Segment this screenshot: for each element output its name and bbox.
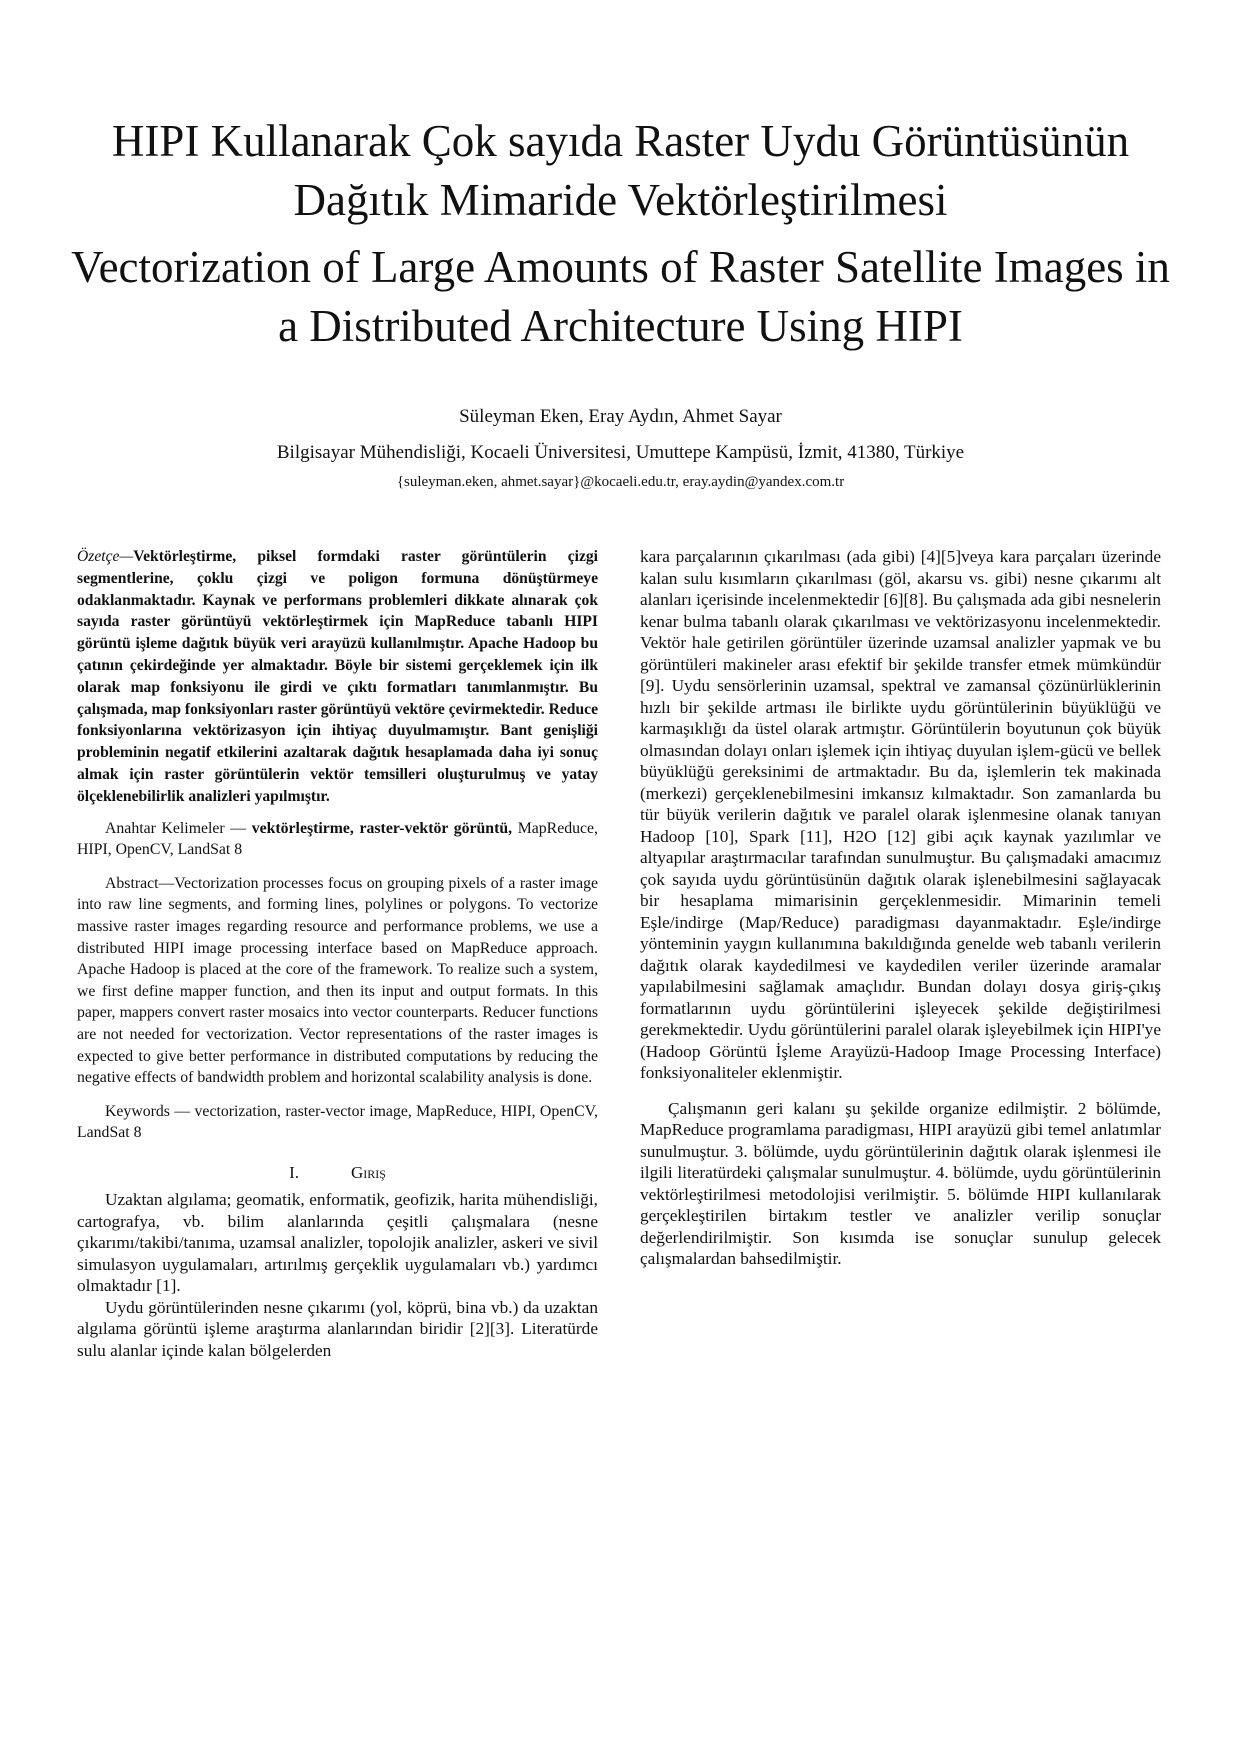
authors: Süleyman Eken, Eray Aydın, Ahmet Sayar (459, 406, 782, 427)
turkish-abstract-text: Vektörleştirme, piksel formdaki raster görüntülerin çizgi segmentlerine, çoklu çizgi ve poligon formuna dönüştürmeye odaklanmaktadır. Kaynak ve performans problemleri dikkate alınarak çok sayıda raster görüntüyü vektörleştirmek için MapReduce tabanlı HIPI görüntü işleme dağıtık büyük veri arayüzü kullanılmıştır. Apache Hadoop bu çatının çekirdeğinde yer almaktadır. Böyle bir sistemi gerçeklemek için ilk olarak map fonksiyonu ile girdi ve çıktı formatları tanımlanmıştır. Bu çalışmada, map fonksiyonları raster görüntüyü vektöre çevirmektedir. Reduce fonksiyonlarına vektörizasyon için ihtiyaç duyulmamıştır. Bant genişliği probleminin negatif etkilerini azaltarak dağıtık hesaplamada daha iyi sonuç almak için raster görüntülerin vektör temsilleri oluşturulmuş ve yatay ölçeklenebilirlik analizleri yapılmıştır. (77, 548, 598, 805)
abstract-lead: Özetçe— (77, 548, 134, 565)
english-keywords: Keywords — vectorization, raster-vector image, MapReduce, HIPI, OpenCV, LandSat 8 (77, 1102, 598, 1142)
english-abstract: Abstract—Vectorization processes focus on grouping pixels of a raster image into raw line segments, and forming lines, polylines or polygons. To vectorize massive raster images regarding resource and performance problems, we use a distributed HIPI image processing interface based on MapReduce approach. Apache Hadoop is placed at the core of the framework. To realize such a system, we first define mapper function, and then its input and output formats. In this paper, mappers convert raster mosaics into vector counterparts. Reducer functions are not needed for vectorization. Vector representations of the raster images is expected to give better performance in distributed computations by reducing the negative effects of bandwidth problem and horizontal scalability analysis is done. (77, 874, 598, 1087)
body-paragraph-3: Çalışmanın geri kalanı şu şekilde organize edilmiştir. 2 bölümde, MapReduce programlama paradigması, HIPI arayüzü gibi temel anlatımlar sunulmuştur. 3. bölümde, uydu görüntülerinin dağıtık olarak işlenmesi ile ilgili literatürdeki çalışmalar sunulmuştur. 4. bölümde, uydu görüntülerinin vektörleştirilmesi metodolojisi verilmiştir. 5. bölümde HIPI kullanılarak gerçekleştirilen birtakım testler ve analizler verilip sonuçlar değerlendirilmiştir. Son kısımda ise sonuçlar sunulup gelecek çalışmalardan bahsedilmiştir. (640, 1098, 1161, 1268)
section-number: I. (289, 1162, 299, 1182)
keywords-rest: MapReduce, HIPI, OpenCV, LandSat 8 (77, 819, 598, 859)
turkish-keywords (77, 818, 598, 861)
right-column (640, 546, 1161, 1270)
body-paragraph-2: Uydu görüntülerinden nesne çıkarımı (yol, köprü, bina vb.) da uzaktan algılama görüntü işleme araştırma alanlarından biridir [2][3]. Literatürde sulu alanlar içinde kalan bölgelerden (77, 1297, 598, 1360)
section-name: Giriş (350, 1162, 386, 1182)
turkish-abstract (77, 546, 598, 808)
author-emails: {suleyman.eken, ahmet.sayar}@kocaeli.edu.tr, eray.aydin@yandex.com.tr (396, 474, 845, 490)
body-paragraph-1: Uzaktan algılama; geomatik, enformatik, geofizik, harita mühendisliği, cartografya, vb. bilim alanlarında çeşitli çalışmalara (nesne çıkarımı/takibi/tanıma, uzamsal analizler, topolojik analizler, askeri ve sivil simulasyon uygulamaları, artırılmış gerçeklik uygulamaları vb.) yardımcı olmaktadır [1]. (77, 1190, 598, 1296)
keywords-bold: vektörleştirme, raster-vektör görüntü, (251, 819, 513, 837)
keywords-label: Anahtar Kelimeler — (105, 819, 252, 837)
left-column (77, 546, 598, 1361)
affiliation: Bilgisayar Mühendisliği, Kocaeli Üniversitesi, Umuttepe Kampüsü, İzmit, 41380, Türkiye (276, 442, 965, 463)
title-english: Vectorization of Large Amounts of Raster Satellite Images in a Distributed Architecture Using HIPI (71, 242, 1170, 351)
section-heading-intro (77, 1162, 598, 1184)
title-turkish: HIPI Kullanarak Çok sayıda Raster Uydu Görüntüsünün Dağıtık Mimaride Vektörleştirilmesi (111, 116, 1130, 225)
body-paragraph-2-continued: kara parçalarının çıkarılması (ada gibi) [4][5]veya kara parçaları üzerinde kalan sulu kısımların çıkarılması (göl, akarsu vs. gibi) nesne çıkarımı alt alanları içerisinde incelenmektedir [6][8]. Bu çalışmada ada gibi nesnelerin kenar bulma tabanlı olarak çıkarılması ve vektörizasyonu incelenmektedir. Vektör hale getirilen görüntüler üzerinde uzamsal analizler yapmak ve bu görüntüleri makineler arası efektif bir şekilde transfer etmek mümkündür [9]. Uydu sensörlerinin uzamsal, spektral ve zamansal çözünürlüklerinin hızlı bir şekilde artması ile birlikte uydu görüntülerinin büyüklüğü ve karmaşıklığı da üstel olarak artmıştır. Görüntülerin boyutunun çok büyük olmasından dolayı onları işlemek için ihtiyaç duyulan işlem-gücü ve bellek büyüklüğü gereksinimi de artmaktadır. Bu da, işlemlerin tek makinada (merkezi) gerçeklenebilmesini imkansız kılmaktadır. Son zamanlarda bu tür büyük verilerin dağıtık ve paralel olarak işlenmesine olanak tanıyan Hadoop [10], Spark [11], H2O [12] gibi açık kaynak yazılımlar ve altyapılar araştırmacılar tarafından sunulmuştur. Bu çalışmadaki amacımız çok sayıda uydu görüntüsünün dağıtık olarak işlenebilmesini sağlayacak bir hesaplama mimarisinin gerçeklenmesidir. Mimarinin temeli Eşle/indirge (Map/Reduce) paradigması dayanmaktadır. Eşle/indirge yönteminin yaygın kullanımına bakıldığında genelde web tabanlı verilerin dağıtık olarak kaydedilmesi ve kaydedilen veriler üzerinde aramalar yapılabilmesini sağlamak amaçlıdır. Bundan dolayı dosya giriş-çıkış formatlarının uydu görüntülerini işleyecek şekilde değiştirilmesi gerekmektedir. Uydu görüntülerini paralel olarak işleyebilmek için HIPI'ye (Hadoop Görüntü İşleme Arayüzü-Hadoop Image Processing Interface) fonksiyonaliteler eklenmiştir. (640, 547, 1161, 1082)
